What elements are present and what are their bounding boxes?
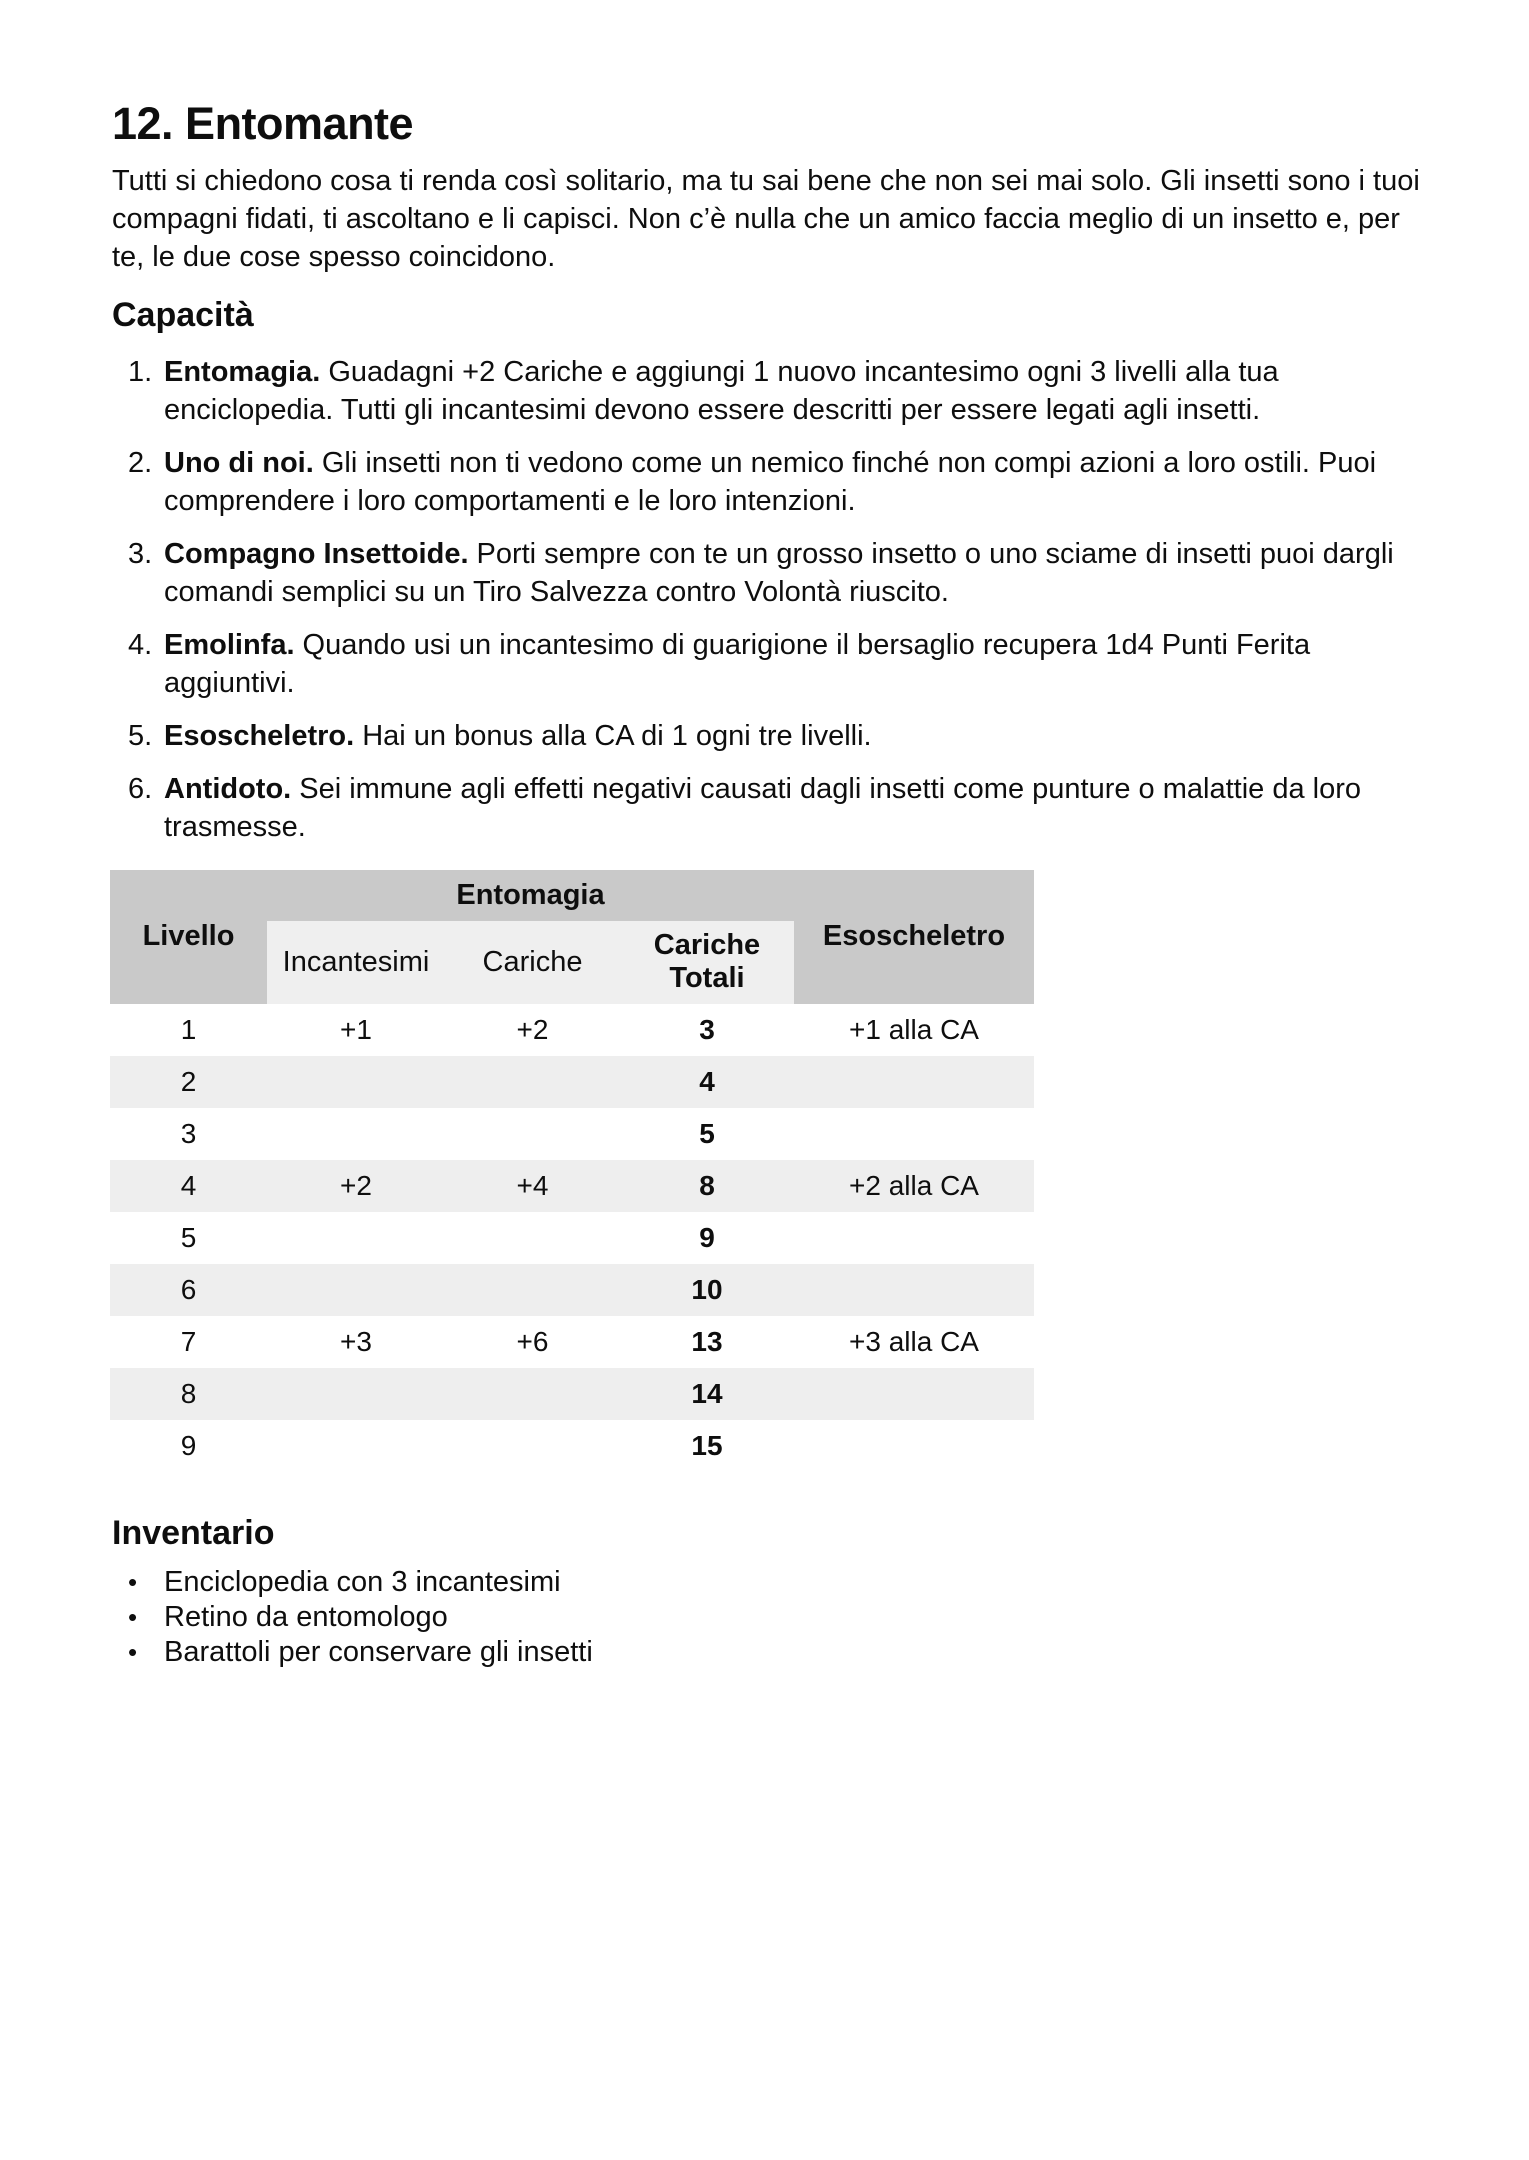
table-row [110,1108,1034,1160]
cell-cariche-totali: 15 [691,1429,723,1461]
cell-cariche-totali: 9 [699,1221,715,1253]
table-header [110,870,1034,1004]
ability-item [112,626,1422,702]
ability-name: Compagno Insettoide. [164,537,469,570]
column-header-livello: Livello [142,920,235,953]
cell-incantesimi: +2 [340,1169,372,1201]
ability-description [164,353,1422,429]
intro-paragraph: Tutti si chiedono cosa ti renda così solitario, ma tu sai bene che non sei mai solo. Gli insetti sono i tuoi compagni fidati, ti ascoltano e li capisci. Non c’è nulla che un amico faccia meglio di un insetto e, per te, le due cose spesso coincidono. [112,164,1420,273]
list-item [112,1600,1422,1635]
cell-livello: 1 [180,1013,197,1045]
ability-list [112,353,1422,846]
table-row [110,1004,1034,1056]
ability-number: 3. [128,537,153,570]
cell-incantesimi: +1 [340,1013,372,1045]
ability-name: Esoscheletro. [164,719,355,752]
column-header-cariche: Cariche [482,945,583,978]
ability-number: 2. [128,446,153,479]
cell-cariche-totali: 5 [699,1117,715,1149]
cell-cariche: +6 [516,1325,549,1357]
table-row [110,1368,1034,1420]
ability-description [164,626,1422,702]
ability-item [112,717,1422,755]
column-group-header-entomagia: Entomagia [456,878,605,911]
cell-livello: 8 [180,1377,197,1409]
ability-text: Quando usi un incantesimo di guarigione il bersaglio recupera 1d4 Punti Ferita aggiuntivi. [164,628,1311,699]
cell-cariche-totali: 10 [691,1273,723,1305]
cell-incantesimi: +3 [340,1325,372,1357]
ability-item [112,535,1422,611]
ability-description [164,770,1422,846]
inventory-item-label: Enciclopedia con 3 incantesimi [164,1565,561,1598]
cell-livello: 3 [180,1117,197,1149]
ability-text: Guadagni +2 Cariche e aggiungi 1 nuovo incantesimo ogni 3 livelli alla tua enciclopedia. Tutti gli incantesimi devono essere descritti per essere legati agli insetti. [164,355,1279,426]
ability-text: Porti sempre con te un grosso insetto o uno sciame di insetti puoi dargli comandi semplici su un Tiro Salvezza contro Volontà riuscito. [164,537,1394,608]
column-header-cariche-totali: Cariche Totali [653,929,761,995]
ability-name: Uno di noi. [164,446,314,479]
cell-cariche-totali: 4 [699,1065,715,1097]
table-row [110,1316,1034,1368]
table-row [110,1212,1034,1264]
list-item [112,1565,1422,1600]
table-body [110,1004,1034,1472]
bullet-icon: • [128,1601,138,1632]
ability-description [164,444,1422,520]
bullet-icon: • [128,1566,138,1597]
ability-description [164,535,1422,611]
cell-cariche-totali: 13 [691,1325,723,1357]
ability-item [112,770,1422,846]
list-item [112,1635,1422,1670]
cell-livello: 5 [180,1221,197,1253]
ability-number: 5. [128,719,153,752]
level-progression-table [110,870,1034,1472]
cell-cariche: +4 [516,1169,549,1201]
bullet-icon: • [128,1636,138,1667]
inventory-item-label: Barattoli per conservare gli insetti [164,1635,593,1668]
ability-name: Emolinfa. [164,628,295,661]
inventory-list [112,1565,1422,1670]
inventory-item-label: Retino da entomologo [164,1600,448,1633]
ability-number: 4. [128,628,153,661]
cell-cariche-totali: 14 [691,1377,723,1409]
cell-esoscheletro: +1 alla CA [849,1013,979,1045]
cell-livello: 2 [180,1065,197,1097]
ability-item [112,353,1422,429]
ability-name: Antidoto. [164,772,292,805]
ability-text: Gli insetti non ti vedono come un nemico finché non compi azioni a loro ostili. Puoi comprendere i loro comportamenti e le loro intenzioni. [164,446,1377,517]
ability-text: Sei immune agli effetti negativi causati dagli insetti come punture o malattie da loro trasmesse. [164,772,1362,843]
table-row [110,1264,1034,1316]
column-header-esoscheletro: Esoscheletro [822,920,1006,953]
cell-livello: 4 [180,1169,197,1201]
cell-esoscheletro: +2 alla CA [849,1169,979,1201]
cell-livello: 9 [180,1429,197,1461]
cell-cariche-totali: 8 [699,1169,715,1201]
page-title: 12. Entomante [112,98,414,149]
ability-number: 1. [128,355,153,388]
ability-description [164,717,1422,755]
cell-cariche: +2 [516,1013,549,1045]
cell-livello: 6 [180,1273,197,1305]
ability-number: 6. [128,772,153,805]
table-row [110,1160,1034,1212]
cell-cariche-totali: 3 [699,1013,715,1045]
section-heading-inventario: Inventario [112,1513,275,1552]
document-page [112,98,1422,1670]
table-row [110,1056,1034,1108]
ability-name: Entomagia. [164,355,321,388]
ability-text: Hai un bonus alla CA di 1 ogni tre livelli. [362,719,872,752]
column-header-incantesimi: Incantesimi [282,945,430,978]
ability-item [112,444,1422,520]
section-heading-capacita: Capacità [112,295,254,334]
cell-livello: 7 [180,1325,197,1357]
cell-esoscheletro: +3 alla CA [849,1325,979,1357]
table-row [110,1420,1034,1472]
